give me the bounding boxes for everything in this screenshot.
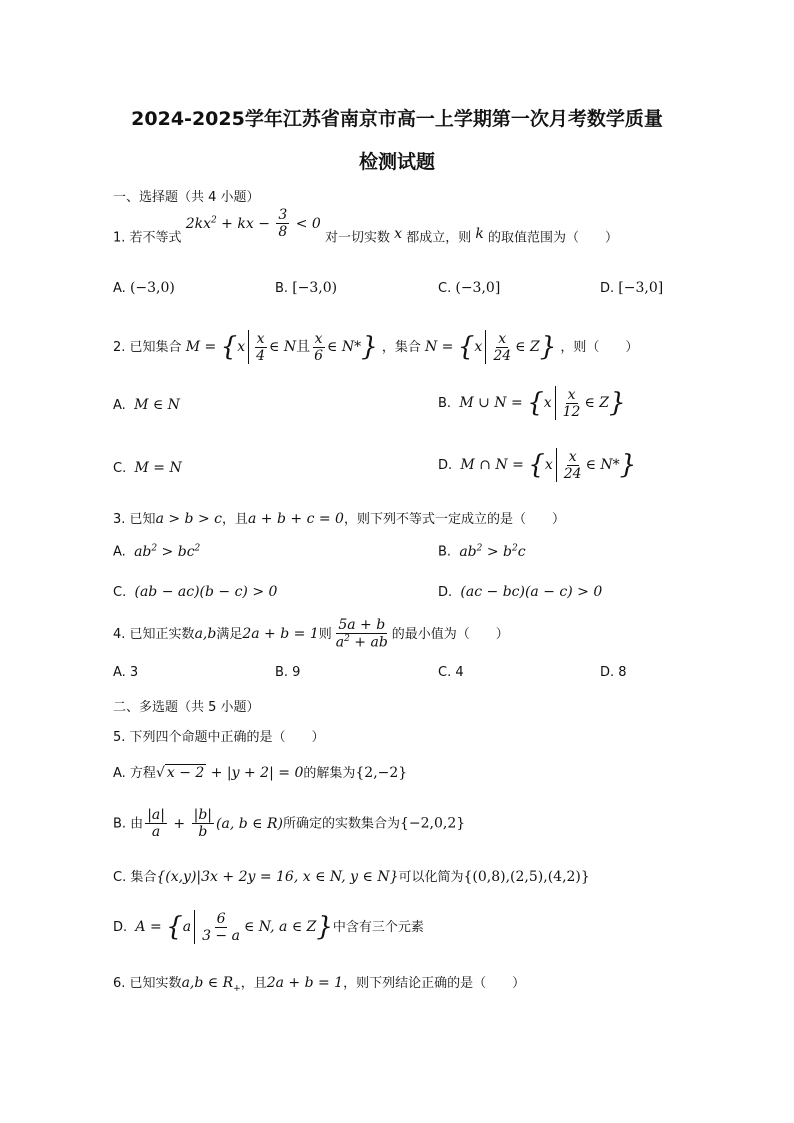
question-2 xyxy=(113,330,638,364)
q5-option-a: A. 方程√ x − 2 + |y + 2| = 0的解集为{2,−2} xyxy=(113,765,408,781)
q1-option-b: B. [−3,0) xyxy=(275,280,338,296)
q2-mid: ，集合 xyxy=(381,340,421,355)
q5-option-d: D. A = {a $\frac{6}{3 - a}$ ∈ N, a ∈ Z}中含有三个元素 xyxy=(113,910,424,944)
q5-option-b: B. 由 $\frac{|a|}{a}$ + $\frac{|b|}{b}$ (a, b ∈ R)所确定的实数集合为{−2,0,2} xyxy=(113,807,466,840)
q1-inequality: $2kx^2$ + kx − $\frac{3}{8}$ < 0 xyxy=(185,207,321,240)
q1-mid: 对一切实数 xyxy=(324,230,390,246)
q2-pre: 已知集合 xyxy=(129,340,182,355)
q1-option-a: A. (−3,0) xyxy=(113,280,175,296)
q1-option-d: D. [−3,0] xyxy=(600,280,664,296)
q4-option-b: B. 9 xyxy=(275,665,301,680)
section-heading-2: 二、多选题（共 5 小题） xyxy=(113,700,260,715)
question-4: 4. 已知正实数a,b满足2a + b = 1则 $\frac{5a + b}{a^2 + ab}$ 的最小值为（ ） xyxy=(113,617,509,651)
q1-var-k: k xyxy=(475,225,484,242)
q1-option-c: C. (−3,0] xyxy=(438,280,501,296)
q3-option-d: D. (ac − bc)(a − c) > 0 xyxy=(438,584,603,600)
question-3: 3. 已知a > b > c，且a + b + c = 0，则下列不等式一定成立的是（ ） xyxy=(113,511,565,527)
q3-option-b: B. $ab^2 > b^2c$ xyxy=(438,543,526,560)
q3-option-c: C. (ab − ac)(b − c) > 0 xyxy=(113,584,278,600)
section-heading-1: 一、选择题（共 4 小题） xyxy=(113,190,260,205)
q4-option-a: A. 3 xyxy=(113,665,139,680)
q1-mid2: 都成立，则 xyxy=(406,230,472,246)
page-title-line2: 检测试题 xyxy=(358,151,435,173)
q2-option-c: C. M = N xyxy=(113,460,182,476)
q5-option-c: C. 集合{(x,y)|3x + 2y = 16, x ∈ N, y ∈ N}可以化简为{(0,8),(2,5),(4,2)} xyxy=(113,869,590,885)
question-5: 5. 下列四个命题中正确的是（ ） xyxy=(113,730,325,745)
q2-option-d: D. M ∩ N = {x $\frac{x}{24}$ ∈ N*} xyxy=(438,448,637,482)
page-title-line1: 2024-2025学年江苏省南京市高一上学期第一次月考数学质量 xyxy=(131,108,663,130)
q2-set-m: M = {x $\frac{x}{4}$ ∈ N且 $\frac{x}{6}$ ∈ N*} xyxy=(185,330,378,364)
q2-post: ，则（ ） xyxy=(560,340,639,355)
q3-option-a: A. $ab^2 > bc^2$ xyxy=(113,543,201,560)
question-1 xyxy=(113,207,618,253)
q1-pre: 若不等式 xyxy=(129,230,182,246)
q1-number: 1. xyxy=(113,230,126,246)
q1-post: 的取值范围为（ ） xyxy=(487,230,618,246)
q2-set-n: N = {x $\frac{x}{24}$ ∈ Z} xyxy=(424,330,557,364)
q4-option-d: D. 8 xyxy=(600,665,627,680)
question-6: 6. 已知实数a,b ∈ $R_+$，且2a + b = 1，则下列结论正确的是（ ） xyxy=(113,975,526,994)
q2-number: 2. xyxy=(113,340,126,355)
q2-option-b: B. M ∪ N = {x $\frac{x}{12}$ ∈ Z} xyxy=(438,386,626,420)
q4-option-c: C. 4 xyxy=(438,665,464,680)
q1-var-x: x xyxy=(394,225,403,242)
q2-option-a: A. M ∈ N xyxy=(113,397,180,413)
